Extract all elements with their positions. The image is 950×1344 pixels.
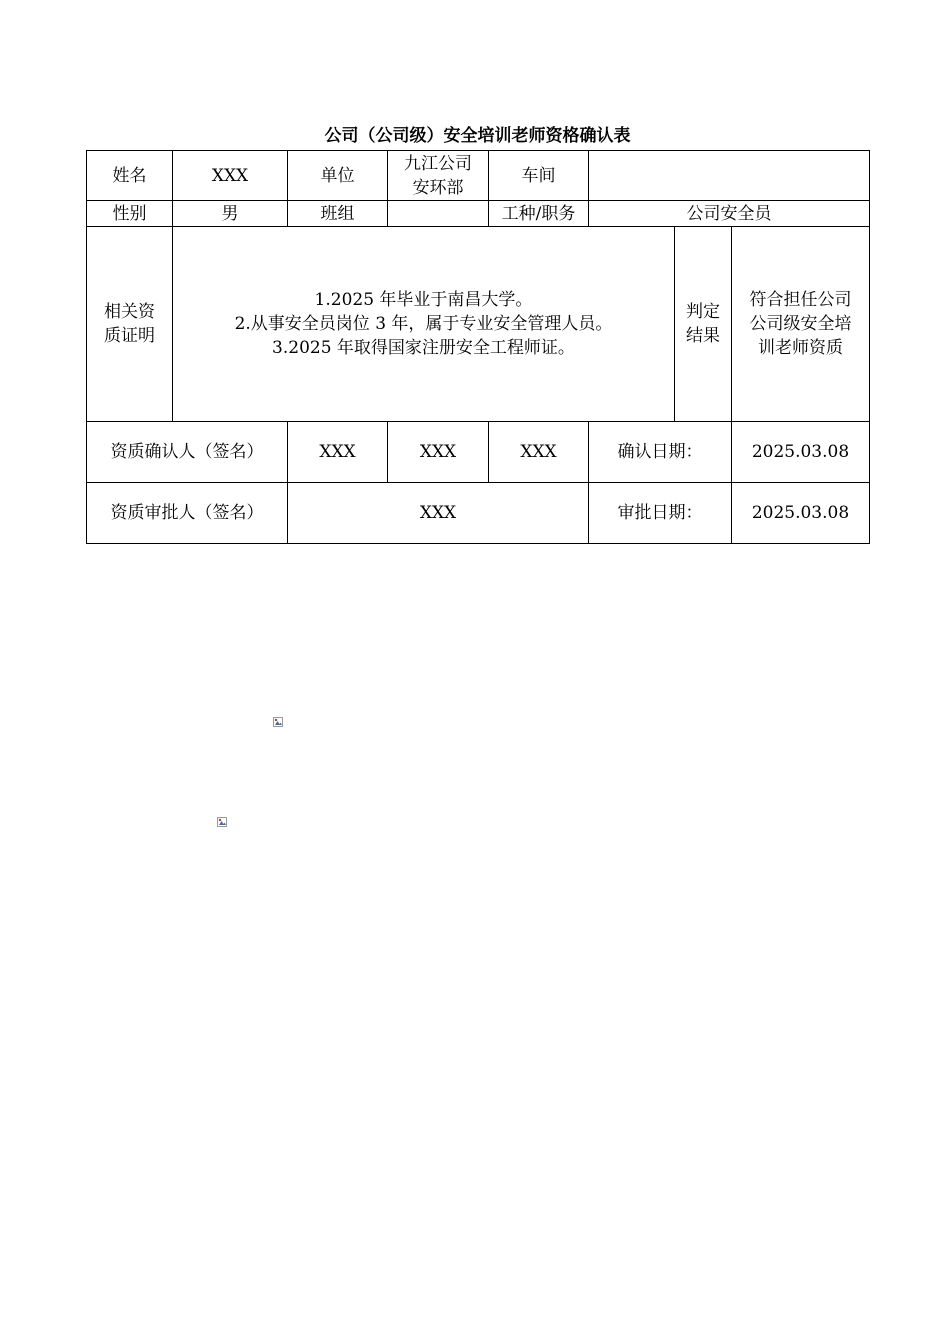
- table-row: [87, 422, 870, 483]
- unit-label: 单位: [288, 151, 388, 201]
- unit-value: [388, 151, 489, 201]
- workshop-label: 车间: [489, 151, 589, 201]
- table-row: [87, 227, 870, 422]
- approve-date-value: 2025.03.08: [732, 483, 870, 544]
- qualification-form-table: [86, 150, 870, 544]
- confirm-date-label: 确认日期：: [589, 422, 732, 483]
- proof-label-line: 相关资: [104, 302, 155, 322]
- table-row: [87, 201, 870, 227]
- proof-label: [87, 227, 173, 422]
- proof-label-line: 质证明: [104, 326, 155, 346]
- confirmer-label: 资质确认人（签名）: [87, 422, 288, 483]
- job-value: 公司安全员: [589, 201, 870, 227]
- gender-label: 性别: [87, 201, 173, 227]
- judge-value-line: 公司级安全培: [749, 314, 852, 334]
- job-label: 工种/职务: [489, 201, 589, 227]
- judge-label: [675, 227, 732, 422]
- proof-item: 3.2025 年取得国家注册安全工程师证。: [272, 338, 575, 358]
- team-value: [388, 201, 489, 227]
- broken-image-icon: [273, 717, 283, 727]
- proof-item: 1.2025 年毕业于南昌大学。: [314, 290, 533, 310]
- judge-label-line: 结果: [686, 326, 720, 346]
- unit-value-line: 九江公司: [404, 153, 472, 174]
- judge-label-line: 判定: [686, 302, 720, 322]
- gender-value: 男: [173, 201, 288, 227]
- table-row: [87, 483, 870, 544]
- name-value: XXX: [173, 151, 288, 201]
- team-label: 班组: [288, 201, 388, 227]
- judge-value-line: 符合担任公司: [749, 290, 852, 310]
- judge-value-line: 训老师资质: [758, 338, 843, 358]
- confirmer-signature-1: XXX: [288, 422, 388, 483]
- table-row: [87, 151, 870, 201]
- unit-value-line: 安环部: [412, 177, 464, 198]
- approver-label: 资质审批人（签名）: [87, 483, 288, 544]
- proof-item: 2.从事安全员岗位 3 年，属于专业安全管理人员。: [234, 314, 613, 334]
- judge-value: [732, 227, 870, 422]
- approver-signature: XXX: [288, 483, 589, 544]
- proof-content: [173, 227, 675, 422]
- name-label: 姓名: [87, 151, 173, 201]
- form-title: 公司（公司级）安全培训老师资格确认表: [324, 126, 631, 146]
- broken-image-icon: [217, 817, 227, 827]
- confirm-date-value: 2025.03.08: [732, 422, 870, 483]
- confirmer-signature-2: XXX: [388, 422, 489, 483]
- approve-date-label: 审批日期：: [589, 483, 732, 544]
- confirmer-signature-3: XXX: [489, 422, 589, 483]
- workshop-value: [589, 151, 870, 201]
